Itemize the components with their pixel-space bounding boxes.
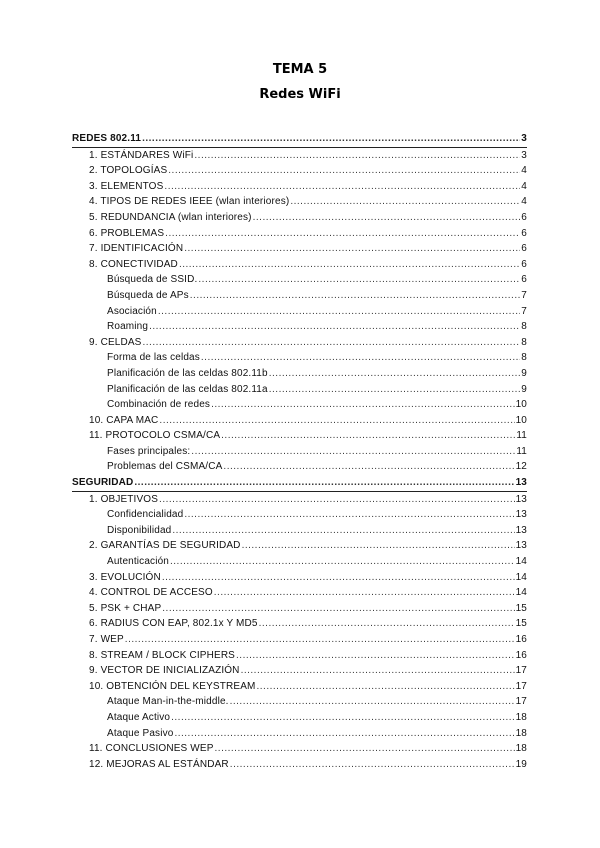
toc-subentry[interactable] (72, 272, 527, 288)
toc-entry[interactable] (72, 648, 527, 664)
toc-dot-leader (259, 616, 515, 632)
toc-dot-leader (184, 507, 514, 523)
toc-dot-leader (170, 554, 515, 570)
toc-entry[interactable] (72, 257, 527, 273)
toc-subentry[interactable] (72, 304, 527, 320)
toc-entry-label: 1. ESTÁNDARES WiFi (89, 149, 194, 161)
toc-page-number: 15 (515, 602, 527, 614)
toc-section-heading[interactable] (72, 131, 527, 148)
toc-entry[interactable] (72, 616, 527, 632)
toc-subentry[interactable] (72, 366, 527, 382)
toc-entry[interactable] (72, 428, 527, 444)
toc-page-number: 19 (515, 758, 527, 770)
toc-entry-label: 2. TOPOLOGÍAS (89, 165, 168, 177)
toc-subentry[interactable] (72, 288, 527, 304)
toc-subentry[interactable] (72, 554, 527, 570)
toc-dot-leader (179, 257, 520, 273)
toc-dot-leader (168, 163, 520, 179)
toc-page-number: 4 (521, 165, 527, 177)
toc-dot-leader (230, 757, 515, 773)
toc-page-number: 18 (515, 711, 527, 723)
toc-subentry[interactable] (72, 523, 527, 539)
toc-entry[interactable] (72, 210, 527, 226)
toc-page-number: 3 (521, 149, 527, 161)
toc-page-number: 7 (521, 289, 527, 301)
toc-dot-leader (134, 475, 514, 491)
toc-page-number: 8 (521, 336, 527, 348)
toc-entry[interactable] (72, 241, 527, 257)
toc-entry-label: 3. EVOLUCIÓN (89, 571, 161, 583)
toc-dot-leader (172, 523, 514, 539)
toc-entry-label: Fases principales: (107, 445, 191, 457)
toc-page-number: 6 (521, 274, 527, 286)
toc-page-number: 13 (515, 524, 527, 536)
toc-page-number: 13 (515, 509, 527, 521)
toc-entry-label: Autenticación (107, 556, 169, 568)
toc-page-number: 14 (515, 571, 527, 583)
toc-page-number: 14 (515, 556, 527, 568)
toc-dot-leader (242, 538, 515, 554)
toc-entry[interactable] (72, 585, 527, 601)
table-of-contents (72, 131, 527, 772)
toc-entry-label: Forma de las celdas (107, 352, 200, 364)
toc-entry-label: 3. ELEMENTOS (89, 180, 164, 192)
toc-entry-label: SEGURIDAD (72, 477, 134, 489)
toc-entry-label: 4. TIPOS DE REDES IEEE (wlan interiores) (89, 196, 290, 208)
toc-dot-leader (198, 272, 520, 288)
toc-entry[interactable] (72, 570, 527, 586)
toc-page-number: 11 (516, 430, 527, 442)
toc-page-number: 3 (521, 133, 527, 144)
toc-entry-label: REDES 802.11 (72, 133, 142, 144)
toc-dot-leader (142, 131, 520, 147)
toc-entry-label: 4. CONTROL DE ACCESO (89, 587, 213, 599)
toc-entry-label: 12. MEJORAS AL ESTÁNDAR (89, 758, 229, 770)
toc-subentry[interactable] (72, 444, 527, 460)
toc-dot-leader (191, 444, 515, 460)
toc-entry-label: 9. VECTOR DE INICIALIZAZIÓN (89, 665, 240, 677)
toc-subentry[interactable] (72, 507, 527, 523)
toc-page-number: 10 (515, 414, 527, 426)
toc-entry-label: Asociación (107, 305, 157, 317)
toc-page-number: 7 (521, 305, 527, 317)
toc-subentry[interactable] (72, 350, 527, 366)
toc-subentry[interactable] (72, 397, 527, 413)
toc-dot-leader (241, 663, 515, 679)
toc-page-number: 4 (521, 196, 527, 208)
toc-dot-leader (230, 694, 515, 710)
toc-dot-leader (269, 382, 521, 398)
toc-entry-label: 9. CELDAS (89, 336, 142, 348)
toc-entry[interactable] (72, 601, 527, 617)
toc-entry-label: 11. CONCLUSIONES WEP (89, 743, 214, 755)
toc-dot-leader (159, 413, 514, 429)
toc-page-number: 11 (516, 445, 527, 457)
toc-subentry[interactable] (72, 319, 527, 335)
toc-page-number: 8 (521, 321, 527, 333)
toc-entry[interactable] (72, 679, 527, 695)
toc-entry-label: 6. RADIUS CON EAP, 802.1x Y MD5 (89, 618, 258, 630)
toc-dot-leader (149, 319, 520, 335)
toc-entry-label: Búsqueda de APs (107, 289, 189, 301)
toc-dot-leader (221, 428, 515, 444)
toc-dot-leader (171, 710, 514, 726)
document-subtitle: Redes WiFi (259, 87, 341, 102)
toc-entry-label: Roaming (107, 321, 149, 333)
toc-dot-leader (159, 492, 515, 508)
toc-dot-leader (162, 570, 515, 586)
toc-dot-leader (125, 632, 515, 648)
toc-entry-label: 10. CAPA MAC (89, 414, 159, 426)
toc-section-heading[interactable] (72, 475, 527, 492)
toc-entry-label: Combinación de redes (107, 399, 211, 411)
toc-page-number: 6 (521, 211, 527, 223)
toc-page-number: 16 (515, 634, 527, 645)
toc-entry[interactable] (72, 226, 527, 242)
toc-dot-leader (236, 648, 515, 664)
toc-entry-label: Confidencialidad (107, 509, 184, 521)
toc-dot-leader (253, 210, 521, 226)
toc-page-number: 13 (515, 477, 527, 489)
toc-dot-leader (211, 397, 515, 413)
toc-page-number: 6 (521, 227, 527, 239)
toc-entry-label: Ataque Activo (107, 711, 171, 723)
toc-entry-label: Planificación de las celdas 802.11a (107, 383, 268, 395)
toc-entry-label: Ataque Man-in-the-middle. (107, 696, 229, 708)
toc-entry[interactable] (72, 632, 527, 648)
toc-page-number: 8 (521, 352, 527, 364)
toc-entry-label: 8. CONECTIVIDAD (89, 258, 178, 270)
toc-page-number: 17 (515, 680, 527, 692)
document-title: TEMA 5 (272, 62, 328, 77)
toc-dot-leader (174, 726, 514, 742)
toc-entry-label: 7. WEP (89, 634, 124, 645)
toc-subentry[interactable] (72, 459, 527, 475)
toc-page-number: 6 (521, 258, 527, 270)
toc-entry-label: 10. OBTENCIÓN DEL KEYSTREAM (89, 680, 256, 692)
toc-subentry[interactable] (72, 710, 527, 726)
toc-dot-leader (290, 194, 520, 210)
toc-page-number: 17 (515, 696, 527, 708)
toc-entry-label: Búsqueda de SSID. (107, 274, 198, 286)
toc-dot-leader (194, 148, 520, 164)
toc-entry[interactable] (72, 163, 527, 179)
toc-dot-leader (201, 350, 520, 366)
toc-dot-leader (269, 366, 521, 382)
toc-dot-leader (223, 459, 514, 475)
toc-entry-label: 1. OBJETIVOS (89, 493, 159, 505)
toc-entry[interactable] (72, 757, 527, 773)
toc-entry[interactable] (72, 492, 527, 508)
toc-page-number: 9 (521, 367, 527, 379)
toc-dot-leader (158, 304, 520, 320)
toc-entry-label: 11. PROTOCOLO CSMA/CA (89, 430, 221, 442)
toc-page-number: 4 (521, 180, 527, 192)
toc-dot-leader (165, 226, 520, 242)
toc-entry[interactable] (72, 538, 527, 554)
toc-page-number: 13 (515, 540, 527, 552)
toc-dot-leader (162, 601, 514, 617)
toc-entry[interactable] (72, 663, 527, 679)
toc-page-number: 14 (515, 587, 527, 599)
toc-entry-label: 2. GARANTÍAS DE SEGURIDAD (89, 540, 241, 552)
toc-entry-label: 5. PSK + CHAP (89, 602, 162, 614)
toc-dot-leader (257, 679, 515, 695)
toc-dot-leader (215, 741, 515, 757)
toc-page-number: 15 (515, 618, 527, 630)
toc-dot-leader (190, 288, 521, 304)
toc-dot-leader (214, 585, 515, 601)
toc-entry[interactable] (72, 335, 527, 351)
toc-entry-label: Planificación de las celdas 802.11b (107, 367, 268, 379)
toc-page-number: 17 (515, 665, 527, 677)
toc-dot-leader (184, 241, 520, 257)
toc-page-number: 13 (515, 493, 527, 505)
toc-page-number: 9 (521, 383, 527, 395)
toc-page-number: 12 (515, 461, 527, 473)
toc-entry-label: 7. IDENTIFICACIÓN (89, 243, 184, 255)
toc-entry-label: 5. REDUNDANCIA (wlan interiores) (89, 211, 252, 223)
toc-page-number: 18 (515, 727, 527, 739)
toc-page-number: 6 (521, 243, 527, 255)
toc-entry[interactable] (72, 148, 527, 164)
toc-subentry[interactable] (72, 726, 527, 742)
toc-page-number: 18 (515, 743, 527, 755)
toc-dot-leader (164, 179, 520, 195)
toc-entry[interactable] (72, 194, 527, 210)
toc-entry-label: Problemas del CSMA/CA (107, 461, 223, 473)
toc-subentry[interactable] (72, 694, 527, 710)
toc-entry-label: Disponibilidad (107, 524, 172, 536)
toc-page-number: 16 (515, 649, 527, 661)
toc-entry-label: Ataque Pasivo (107, 727, 174, 739)
toc-entry[interactable] (72, 741, 527, 757)
toc-subentry[interactable] (72, 382, 527, 398)
toc-entry-label: 6. PROBLEMAS (89, 227, 165, 239)
toc-entry-label: 8. STREAM / BLOCK CIPHERS (89, 649, 236, 661)
toc-dot-leader (142, 335, 520, 351)
toc-entry[interactable] (72, 413, 527, 429)
toc-page-number: 10 (515, 399, 527, 411)
toc-entry[interactable] (72, 179, 527, 195)
